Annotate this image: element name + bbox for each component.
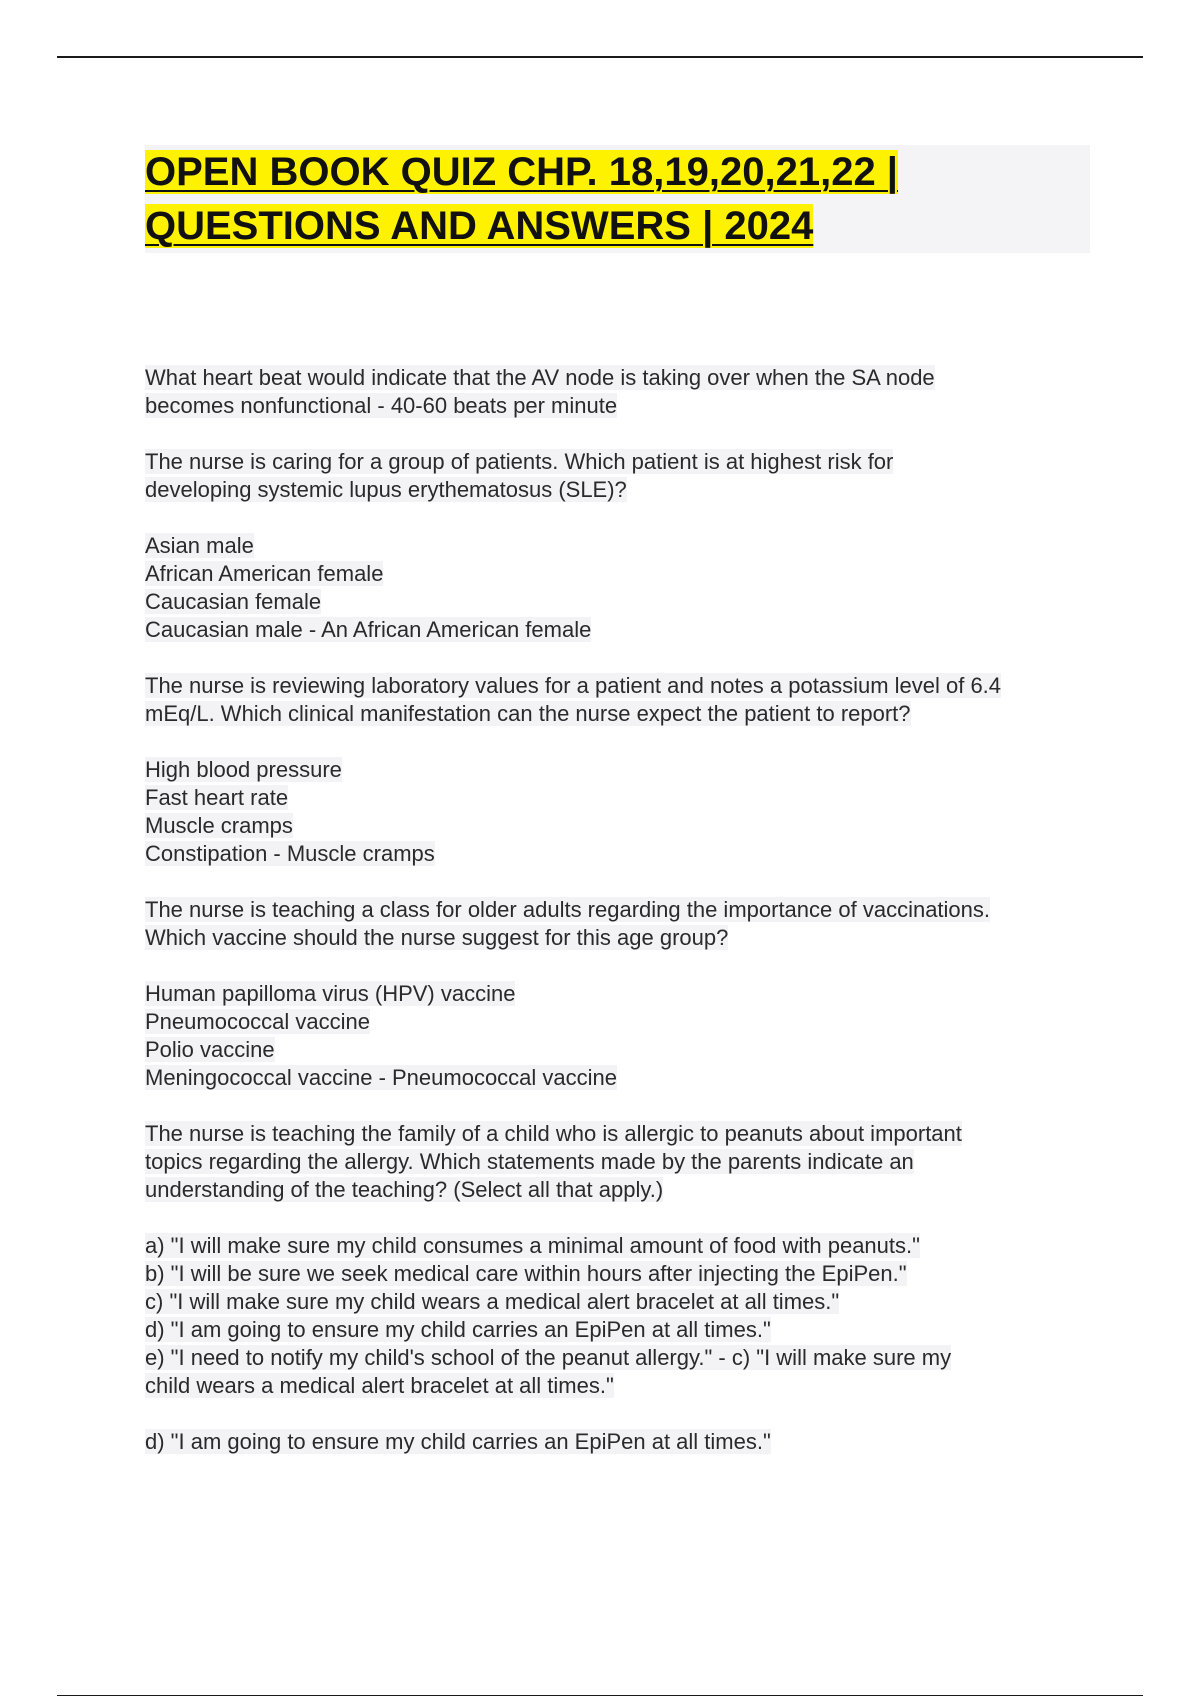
text-line-content: Meningococcal vaccine - Pneumococcal vaccine [145, 1065, 618, 1090]
title-block [145, 145, 1090, 253]
text-line-content: What heart beat would indicate that the AV node is taking over when the SA node [145, 365, 935, 390]
text-line-content: developing systemic lupus erythematosus (SLE)? [145, 477, 627, 502]
qa-block [145, 1232, 1095, 1400]
text-line-content: Asian male [145, 533, 254, 558]
text-line-content: becomes nonfunctional - 40-60 beats per minute [145, 393, 618, 418]
text-line [145, 1288, 1095, 1316]
qa-block [145, 1428, 1095, 1456]
qa-block [145, 364, 1095, 420]
text-line [145, 1008, 1095, 1036]
title-line-1: OPEN BOOK QUIZ CHP. 18,19,20,21,22 | [145, 150, 898, 194]
text-line [145, 1036, 1095, 1064]
text-line-content: c) "I will make sure my child wears a medical alert bracelet at all times." [145, 1289, 840, 1314]
text-line [145, 1344, 1095, 1372]
text-line [145, 532, 1095, 560]
text-line [145, 896, 1095, 924]
qa-block [145, 1120, 1095, 1204]
text-line-content: d) "I am going to ensure my child carries an EpiPen at all times." [145, 1429, 771, 1454]
text-line-content: High blood pressure [145, 757, 342, 782]
page-title [145, 145, 1090, 253]
qa-block [145, 672, 1095, 728]
text-line [145, 812, 1095, 840]
text-line-content: e) "I need to notify my child's school of the peanut allergy." - c) "I will make sure my [145, 1345, 952, 1370]
text-line [145, 560, 1095, 588]
text-line [145, 1260, 1095, 1288]
text-line [145, 1120, 1095, 1148]
quiz-content [145, 364, 1095, 1484]
text-line-content: Pneumococcal vaccine [145, 1009, 371, 1034]
text-line-content: b) "I will be sure we seek medical care within hours after injecting the EpiPen." [145, 1261, 907, 1286]
text-line [145, 392, 1095, 420]
text-line [145, 1428, 1095, 1456]
text-line-content: mEq/L. Which clinical manifestation can the nurse expect the patient to report? [145, 701, 911, 726]
text-line [145, 756, 1095, 784]
text-line [145, 1148, 1095, 1176]
text-line-content: The nurse is reviewing laboratory values for a patient and notes a potassium level of 6.4 [145, 673, 1002, 698]
text-line [145, 784, 1095, 812]
text-line-content: a) "I will make sure my child consumes a minimal amount of food with peanuts." [145, 1233, 920, 1258]
qa-block [145, 448, 1095, 504]
text-line-content: topics regarding the allergy. Which statements made by the parents indicate an [145, 1149, 914, 1174]
text-line-content: Caucasian male - An African American female [145, 617, 592, 642]
text-line [145, 924, 1095, 952]
text-line [145, 1372, 1095, 1400]
title-line-2: QUESTIONS AND ANSWERS | 2024 [145, 204, 814, 248]
text-line-content: d) "I am going to ensure my child carries an EpiPen at all times." [145, 1317, 771, 1342]
qa-block [145, 756, 1095, 868]
text-line-content: Human papilloma virus (HPV) vaccine [145, 981, 516, 1006]
text-line [145, 588, 1095, 616]
text-line-content: The nurse is teaching a class for older adults regarding the importance of vaccinations. [145, 897, 991, 922]
text-line-content: The nurse is teaching the family of a child who is allergic to peanuts about important [145, 1121, 962, 1146]
text-line [145, 616, 1095, 644]
text-line-content: child wears a medical alert bracelet at all times." [145, 1373, 614, 1398]
text-line-content: understanding of the teaching? (Select all that apply.) [145, 1177, 664, 1202]
text-line [145, 1176, 1095, 1204]
text-line-content: Constipation - Muscle cramps [145, 841, 435, 866]
text-line [145, 840, 1095, 868]
text-line [145, 700, 1095, 728]
qa-block [145, 896, 1095, 952]
text-line [145, 1232, 1095, 1260]
text-line [145, 980, 1095, 1008]
text-line-content: Fast heart rate [145, 785, 289, 810]
text-line-content: African American female [145, 561, 384, 586]
header-rule [57, 56, 1143, 58]
text-line [145, 448, 1095, 476]
text-line [145, 1316, 1095, 1344]
text-line-content: Caucasian female [145, 589, 322, 614]
text-line-content: The nurse is caring for a group of patients. Which patient is at highest risk for [145, 449, 894, 474]
text-line [145, 476, 1095, 504]
text-line-content: Which vaccine should the nurse suggest for this age group? [145, 925, 729, 950]
text-line [145, 1064, 1095, 1092]
footer-rule [57, 1695, 1143, 1696]
text-line [145, 672, 1095, 700]
text-line-content: Muscle cramps [145, 813, 293, 838]
qa-block [145, 532, 1095, 644]
text-line [145, 364, 1095, 392]
text-line-content: Polio vaccine [145, 1037, 275, 1062]
qa-block [145, 980, 1095, 1092]
